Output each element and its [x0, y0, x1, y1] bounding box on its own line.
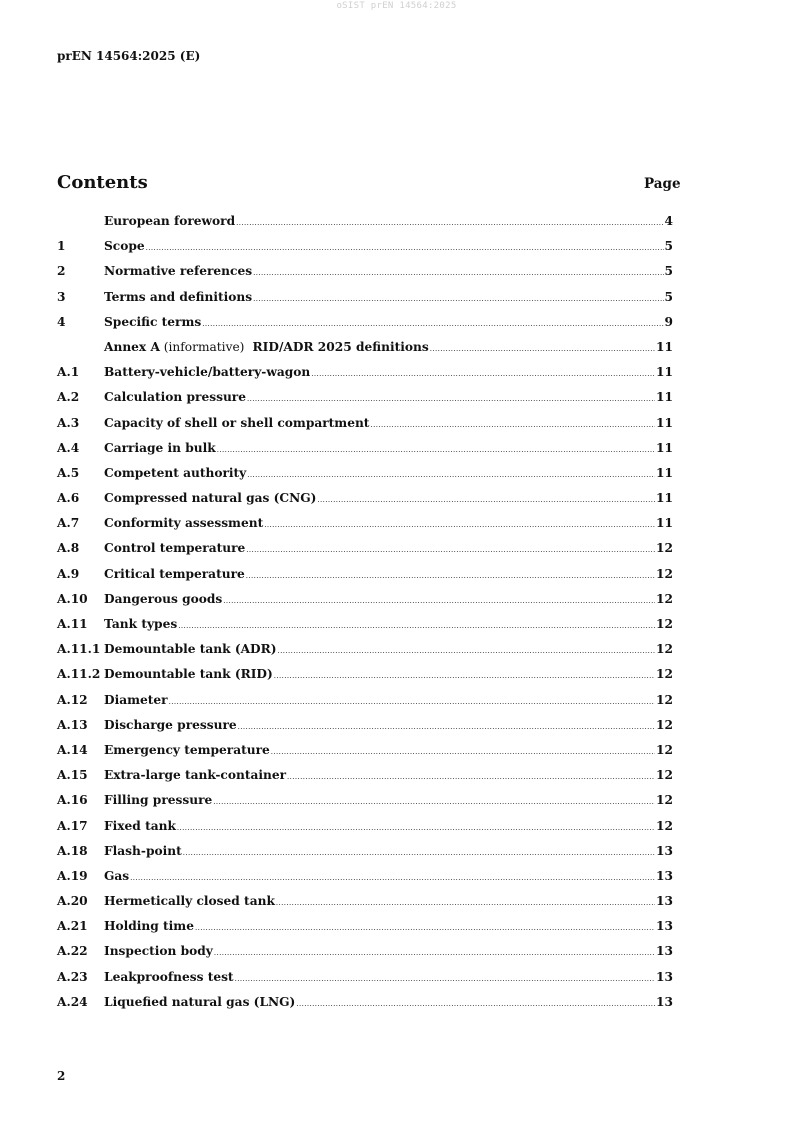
toc-dot-leader: [274, 672, 655, 680]
toc-dot-leader: [430, 345, 655, 353]
toc-entry-title: [104, 667, 273, 681]
toc-entry-number: A.19: [57, 868, 88, 883]
toc-entry-number: A.3: [57, 415, 80, 430]
toc-entry-page: 11: [656, 390, 673, 405]
toc-entry[interactable]: [57, 214, 673, 239]
toc-entry-page: 5: [664, 289, 673, 304]
toc-entry-page: 4: [664, 214, 673, 228]
toc-entry-number: A.6: [57, 491, 80, 506]
toc-entry[interactable]: [57, 642, 673, 667]
toc-dot-leader: [236, 219, 663, 227]
toc-entry-title: [104, 844, 182, 858]
contents-heading: Contents: [57, 172, 148, 193]
toc-entry-title: [104, 894, 275, 908]
toc-entry-number: A.9: [57, 566, 80, 581]
toc-dot-leader: [253, 295, 663, 303]
toc-entry[interactable]: [57, 416, 673, 441]
toc-entry-number: 3: [57, 289, 66, 304]
toc-entry[interactable]: [57, 793, 673, 818]
toc-entry[interactable]: [57, 491, 673, 516]
toc-entry-number: A.2: [57, 390, 80, 405]
toc-entry[interactable]: [57, 541, 673, 566]
toc-entry-title-text: Annex A: [104, 339, 160, 354]
toc-dot-leader: [276, 899, 655, 907]
toc-entry-number: A.4: [57, 440, 80, 455]
toc-entry-number: A.14: [57, 742, 88, 757]
toc-entry-title-text: Emergency temperature: [104, 742, 270, 757]
toc-dot-leader: [317, 496, 655, 504]
toc-entry[interactable]: [57, 516, 673, 541]
toc-entry-title: [104, 516, 263, 530]
toc-entry-number: A.20: [57, 894, 88, 909]
toc-entry[interactable]: [57, 390, 673, 415]
toc-entry-page: 11: [656, 415, 673, 430]
toc-entry-number: A.11.1: [57, 642, 101, 657]
toc-entry-title: [104, 642, 277, 656]
toc-dot-leader: [177, 824, 655, 832]
toc-entry-page: 11: [656, 465, 673, 480]
toc-entry[interactable]: [57, 768, 673, 793]
toc-entry-title-text: Terms and definitions: [104, 289, 253, 304]
toc-entry-title-text: Capacity of shell or shell compartment: [104, 415, 370, 430]
toc-entry[interactable]: [57, 592, 673, 617]
toc-entry-number: A.10: [57, 591, 88, 606]
toc-entry-title: [104, 693, 168, 707]
toc-entry-number: A.5: [57, 465, 80, 480]
toc-entry-title: [104, 365, 310, 379]
toc-entry-number: A.11.2: [57, 667, 101, 682]
toc-entry[interactable]: [57, 693, 673, 718]
toc-dot-leader: [246, 546, 655, 554]
toc-entry-title-text: Scope: [104, 239, 145, 254]
toc-entry-page: 9: [664, 314, 673, 329]
toc-dot-leader: [287, 773, 655, 781]
table-of-contents: [57, 214, 673, 1020]
toc-entry-page: 12: [656, 566, 673, 581]
toc-entry-number: 1: [57, 239, 66, 254]
toc-entry-page: 11: [656, 339, 673, 354]
toc-dot-leader: [278, 647, 656, 655]
toc-dot-leader: [213, 798, 655, 806]
toc-entry-number: A.8: [57, 541, 80, 556]
toc-entry-number: A.12: [57, 692, 88, 707]
toc-entry[interactable]: [57, 264, 673, 289]
toc-entry-title: [104, 592, 222, 606]
toc-entry-number: A.23: [57, 969, 88, 984]
toc-entry-page: 13: [656, 969, 673, 984]
toc-entry-title: [104, 390, 246, 404]
toc-entry[interactable]: [57, 239, 673, 264]
document-id: prEN 14564:2025 (E): [57, 49, 201, 63]
toc-entry-page: 13: [656, 868, 673, 883]
toc-entry-page: 5: [664, 264, 673, 279]
toc-entry-page: 12: [656, 692, 673, 707]
toc-entry-title: [104, 819, 176, 833]
toc-dot-leader: [247, 471, 655, 479]
toc-entry-page: 12: [656, 541, 673, 556]
toc-entry[interactable]: [57, 995, 673, 1020]
toc-entry-title-text: Normative references: [104, 264, 253, 279]
toc-entry[interactable]: [57, 667, 673, 692]
toc-entry-page: 12: [656, 717, 673, 732]
toc-entry[interactable]: [57, 290, 673, 315]
toc-entry-informative: (informative): [159, 339, 249, 354]
toc-entry-page: 11: [656, 440, 673, 455]
toc-entry-page: 11: [656, 491, 673, 506]
toc-entry[interactable]: [57, 466, 673, 491]
toc-entry-title-text: Fixed tank: [104, 818, 176, 833]
toc-entry-page: 12: [656, 818, 673, 833]
toc-entry-page: 13: [656, 994, 673, 1009]
toc-dot-leader: [296, 1000, 655, 1008]
toc-dot-leader: [146, 244, 664, 252]
toc-entry[interactable]: [57, 819, 673, 844]
toc-dot-leader: [217, 446, 655, 454]
toc-entry-title: [104, 869, 129, 883]
toc-entry-page: 12: [656, 617, 673, 631]
toc-dot-leader: [238, 723, 655, 731]
toc-entry-number: A.16: [57, 793, 88, 808]
toc-entry-number: A.15: [57, 768, 88, 783]
toc-entry-title-text: European foreword: [104, 214, 236, 228]
toc-dot-leader: [130, 874, 655, 882]
toc-entry-number: A.17: [57, 818, 88, 833]
toc-entry-title-text: Filling pressure: [104, 793, 213, 808]
page-column-label: Page: [644, 176, 681, 192]
toc-dot-leader: [370, 421, 655, 429]
toc-entry[interactable]: [57, 441, 673, 466]
toc-entry-title: [104, 466, 246, 480]
toc-entry-page: 12: [656, 768, 673, 783]
toc-entry-title-text: Competent authority: [104, 465, 247, 480]
toc-dot-leader: [195, 924, 655, 932]
toc-entry-title-text: Dangerous goods: [104, 591, 223, 606]
toc-entry-page: 11: [656, 365, 673, 380]
toc-entry-title-text: Battery-vehicle/battery-wagon: [104, 365, 311, 380]
toc-entry-page: 5: [664, 239, 673, 254]
toc-entry-title-text: Leakproofness test: [104, 969, 234, 984]
toc-entry[interactable]: [57, 365, 673, 390]
toc-entry-number: A.21: [57, 919, 88, 934]
toc-entry-title-text: Conformity assessment: [104, 516, 264, 531]
toc-entry-page: 12: [656, 642, 673, 657]
toc-entry-page: 13: [656, 944, 673, 959]
toc-entry-title: [104, 340, 429, 354]
toc-entry-title: [104, 970, 234, 984]
toc-entry-title-text: Hermetically closed tank: [104, 894, 275, 909]
toc-entry-title: [104, 290, 252, 304]
toc-entry-title: [104, 919, 194, 933]
toc-dot-leader: [264, 521, 655, 529]
watermark: oSIST prEN 14564:2025: [336, 1, 457, 11]
toc-entry-number: A.24: [57, 994, 88, 1009]
toc-dot-leader: [253, 269, 663, 277]
toc-entry-title: [104, 743, 270, 757]
toc-dot-leader: [247, 395, 655, 403]
toc-entry-title-text: Carriage in bulk: [104, 440, 216, 455]
toc-entry[interactable]: [57, 919, 673, 944]
toc-entry-title-text: Extra-large tank-container: [104, 768, 287, 783]
toc-entry-title-text: Gas: [104, 868, 130, 883]
toc-entry-title: [104, 315, 201, 329]
toc-entry-page: 12: [656, 742, 673, 757]
toc-entry[interactable]: [57, 743, 673, 768]
toc-dot-leader: [202, 320, 663, 328]
toc-entry-title-text: Inspection body: [104, 944, 213, 959]
toc-entry[interactable]: [57, 894, 673, 919]
toc-dot-leader: [169, 698, 655, 706]
toc-entry[interactable]: [57, 617, 673, 642]
toc-dot-leader: [183, 849, 655, 857]
toc-entry-title-suffix: RID/ADR 2025 definitions: [248, 339, 429, 354]
toc-entry-title-text: Liquefied natural gas (LNG): [104, 994, 296, 1009]
toc-entry-title-text: Compressed natural gas (CNG): [104, 491, 317, 506]
toc-entry-number: A.13: [57, 717, 88, 732]
toc-entry-title: [104, 264, 252, 278]
toc-entry-title: [104, 793, 212, 807]
toc-entry-title-text: Holding time: [104, 919, 194, 934]
toc-entry-title: [104, 718, 237, 732]
toc-entry-number: A.1: [57, 365, 80, 380]
toc-entry-title: [104, 441, 216, 455]
toc-entry-title-text: Demountable tank (RID): [104, 667, 273, 682]
toc-entry[interactable]: [57, 944, 673, 969]
toc-entry-number: 4: [57, 314, 66, 329]
toc-entry-title-text: Demountable tank (ADR): [104, 642, 277, 657]
toc-entry-page: 12: [656, 793, 673, 808]
toc-entry-number: A.11: [57, 617, 88, 631]
toc-entry[interactable]: [57, 718, 673, 743]
toc-entry-title: [104, 214, 235, 228]
toc-entry-page: 11: [656, 516, 673, 531]
toc-entry[interactable]: [57, 315, 673, 340]
toc-entry-title: [104, 491, 316, 505]
toc-dot-leader: [223, 597, 655, 605]
toc-dot-leader: [235, 975, 655, 983]
toc-entry-title-text: Discharge pressure: [104, 717, 237, 732]
toc-dot-leader: [214, 949, 655, 957]
toc-entry-number: 2: [57, 264, 66, 279]
toc-entry-number: A.7: [57, 516, 80, 531]
page-number: 2: [57, 1069, 66, 1083]
toc-entry-title: [104, 239, 145, 253]
toc-entry-title: [104, 541, 245, 555]
toc-dot-leader: [246, 572, 655, 580]
toc-entry[interactable]: [57, 869, 673, 894]
toc-entry-page: 12: [656, 591, 673, 606]
toc-entry-page: 13: [656, 843, 673, 858]
toc-entry-title: [104, 995, 295, 1009]
toc-entry-page: 12: [656, 667, 673, 682]
toc-entry[interactable]: [57, 970, 673, 995]
toc-dot-leader: [271, 748, 655, 756]
toc-entry-title-text: Tank types: [104, 617, 178, 631]
toc-entry-title: [104, 768, 286, 782]
toc-entry-title-text: Calculation pressure: [104, 390, 246, 405]
toc-entry-title: [104, 567, 245, 581]
toc-entry-title: [104, 944, 213, 958]
toc-entry-title-text: Flash-point: [104, 843, 182, 858]
toc-entry-title-text: Diameter: [104, 692, 168, 707]
toc-entry-title: [104, 617, 177, 631]
toc-entry-page: 13: [656, 894, 673, 909]
toc-dot-leader: [311, 370, 655, 378]
toc-entry[interactable]: [57, 567, 673, 592]
toc-entry-title-text: Critical temperature: [104, 566, 245, 581]
toc-entry-title-text: Control temperature: [104, 541, 246, 556]
toc-entry-number: A.18: [57, 843, 88, 858]
toc-entry-title-text: Specific terms: [104, 314, 202, 329]
toc-entry-title: [104, 416, 369, 430]
toc-entry-page: 13: [656, 919, 673, 934]
toc-entry[interactable]: [57, 844, 673, 869]
toc-entry[interactable]: [57, 340, 673, 365]
toc-dot-leader: [178, 622, 655, 630]
toc-entry-number: A.22: [57, 944, 88, 959]
